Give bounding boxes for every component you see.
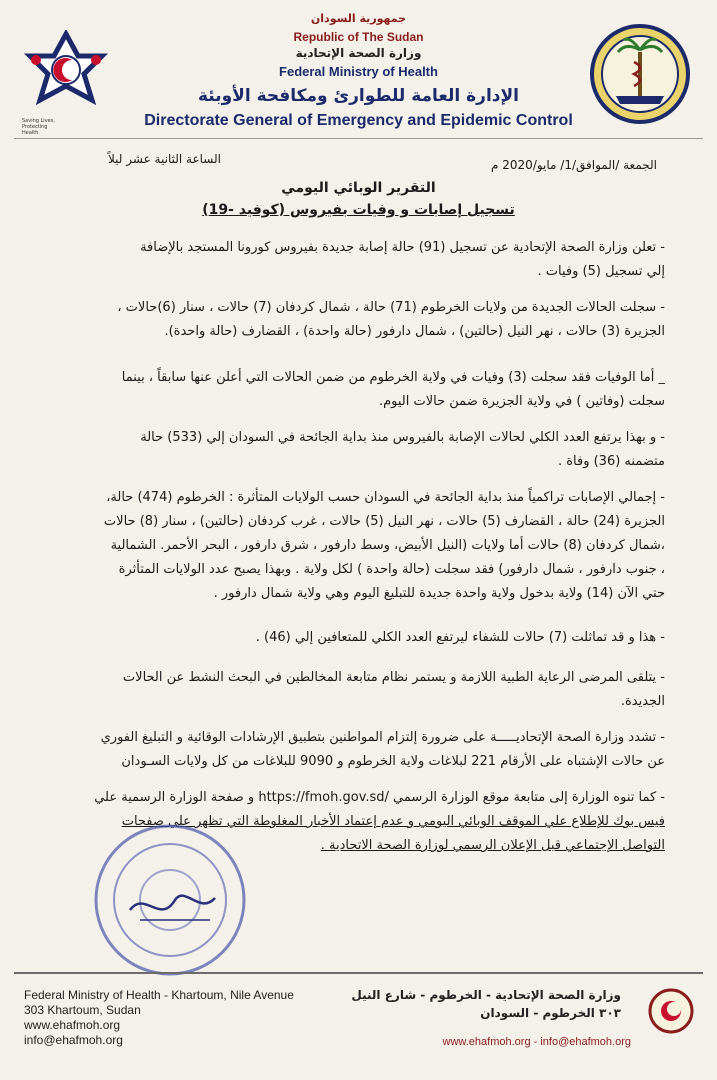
paragraph-line: الجديدة.	[620, 694, 665, 709]
footer-email: info@ehafmoh.org	[24, 1033, 123, 1047]
paragraph-line: - تعلن وزارة الصحة الإتحادية عن تسجيل (91) حالة إصابة جديدة بفيروس كورونا المستجد بالإضافة	[140, 240, 665, 255]
paragraph-line: - يتلقى المرضى الرعاية الطبية اللازمة و يستمر نظام متابعة المخالطين في البحث النشط عن الحالات	[122, 670, 665, 685]
footer-divider	[14, 972, 703, 974]
paragraph-line: الجزيرة (24) حالة ، القضارف (5) حالات ، نهر النيل (5) حالات ، غرب كردفان (حالتين) ، سنار (8) حالات	[103, 514, 665, 529]
report-date: الجمعة /الموافق/1/ مايو/2020 م	[491, 158, 657, 172]
ministry-logo	[22, 30, 110, 136]
paragraph-total-cases	[70, 426, 665, 474]
footer-emblem-icon	[648, 988, 694, 1034]
directorate-name-arabic: الإدارة العامة للطوارئ ومكافحة الأوبئة	[197, 86, 520, 106]
paragraph-cases-by-state	[70, 296, 665, 344]
paragraph-line: متضمنه (36) وفاة .	[557, 454, 665, 469]
paragraph-new-cases	[70, 236, 665, 284]
paragraph-line: فيس بوك للإطلاع علي الموقف الوبائي اليومي و عدم إعتماد الأخبار المغلوطة التي تظهر علي صفحات	[121, 814, 665, 829]
paragraph-cumulative-by-state	[70, 486, 665, 606]
paragraph-deaths	[70, 366, 665, 414]
footer-address-line: 303 Khartoum, Sudan	[24, 1003, 141, 1017]
paragraph-line: ، جنوب دارفور ، شمال دارفور) فقد سجلت (حالة واحدة ) لكل ولاية . وبهذا يصبح عدد الولايات المتأثرة	[118, 562, 665, 577]
paragraph-line: الجزيرة (3) حالات ، نهر النيل (حالتين) ، شمال دارفور (حالة واحدة) ، القضارف (حالة واحدة).	[164, 324, 665, 339]
republic-name-arabic: جمهورية السودان	[310, 12, 407, 25]
report-title: التقرير الوبائي اليومي	[281, 180, 436, 196]
republic-name-english: Republic of The Sudan	[293, 30, 424, 44]
paragraph-line: - و بهذا يرتفع العدد الكلي لحالات الإصابة بالفيروس منذ بداية الجائحة في السودان إلي (533) حالة	[140, 430, 665, 445]
ministry-seal-icon	[90, 820, 250, 980]
footer-emblem	[648, 988, 694, 1034]
red-crescent-emblem-icon	[22, 30, 110, 120]
footer-city-arabic: ٣٠٣ الخرطوم - السودان	[480, 1006, 621, 1020]
report-time: الساعة الثانية عشر ليلاً	[108, 152, 221, 166]
official-stamp	[90, 820, 250, 980]
paragraph-hotlines	[70, 726, 665, 774]
paragraph-line: - سجلت الحالات الجديدة من ولايات الخرطوم (71) حالة ، شمال كردفان (7) حالات ، سنار (6)حالات ،	[117, 300, 665, 315]
footer-web-contact: www.ehafmoh.org - info@ehafmoh.org	[442, 1036, 631, 1048]
ministry-name-english: Federal Ministry of Health	[279, 64, 438, 79]
paragraph-line: عن حالات الإشتباه على الأرقام 221 لبلاغات ولاية الخرطوم و 9090 للبلاغات من كل ولايات السـودان	[121, 754, 665, 769]
footer-address-arabic: وزارة الصحة الإتحادية - الخرطوم - شارع النيل	[351, 988, 621, 1002]
report-subtitle	[0, 202, 717, 218]
paragraph-recoveries	[70, 626, 665, 650]
footer-address-line: Federal Ministry of Health - Khartoum, Nile Avenue	[24, 988, 294, 1002]
footer-website: www.ehafmoh.org	[24, 1018, 121, 1032]
paragraph-line: التواصل الإجتماعي قبل الإعلان الرسمي لوزارة الصحة الاتحادية .	[320, 838, 665, 853]
paragraph-patient-care	[70, 666, 665, 714]
paragraph-line: - تشدد وزارة الصحة الإتحاديـــــة على ضرورة إلتزام المواطنين بتطبيق الإرشادات الوقائية و التبليغ الفوري	[100, 730, 665, 745]
paragraph-line: - إجمالي الإصابات تراكمياً منذ بداية الجائحة في السودان حسب الولايات المتأثرة : الخرطوم (474) حالة،	[106, 490, 665, 505]
paragraph-line: - هذا و قد تماثلت (7) حالات للشفاء ليرتفع العدد الكلي للمتعافين إلي (46) .	[255, 630, 665, 645]
directorate-name-english: Directorate General of Emergency and Epidemic Control	[144, 112, 573, 129]
paragraph-line: سجلت (وفاتين ) في ولاية الجزيرة ضمن حالات اليوم.	[378, 394, 665, 409]
paragraph-line: إلي تسجيل (5) وفيات .	[537, 264, 665, 279]
paragraph-line: _ أما الوفيات فقد سجلت (3) وفيات في ولاية الخرطوم من ضمن الحالات التي أعلن عنها سابقاً ، بينما	[121, 370, 665, 385]
paragraph-line: ،شمال كردفان (8) حالات أما ولايات (النيل الأبيض، وسط دارفور ، شرق دارفور ، البحر الأحمر. الشمالية	[110, 538, 665, 553]
header-divider	[14, 138, 703, 139]
paragraph-line: حتي الآن (14) ولاية بدخول ولاية واحدة جديدة للتبليغ اليوم وهي ولاية شمال دارفور .	[213, 586, 665, 601]
report-subtitle-text: تسجيل إصابات و وفيات بفيروس (كوفيد -19)	[202, 202, 515, 218]
ministry-name-arabic: وزارة الصحة الإتحادية	[295, 46, 422, 60]
paragraph-line: - كما تنوه الوزارة إلى متابعة موقع الوزارة الرسمي /https://fmoh.gov.sd و صفحة الوزارة الرسمية علي	[94, 790, 665, 805]
logo-tagline: Saving Lives, Protecting Health	[22, 118, 55, 136]
